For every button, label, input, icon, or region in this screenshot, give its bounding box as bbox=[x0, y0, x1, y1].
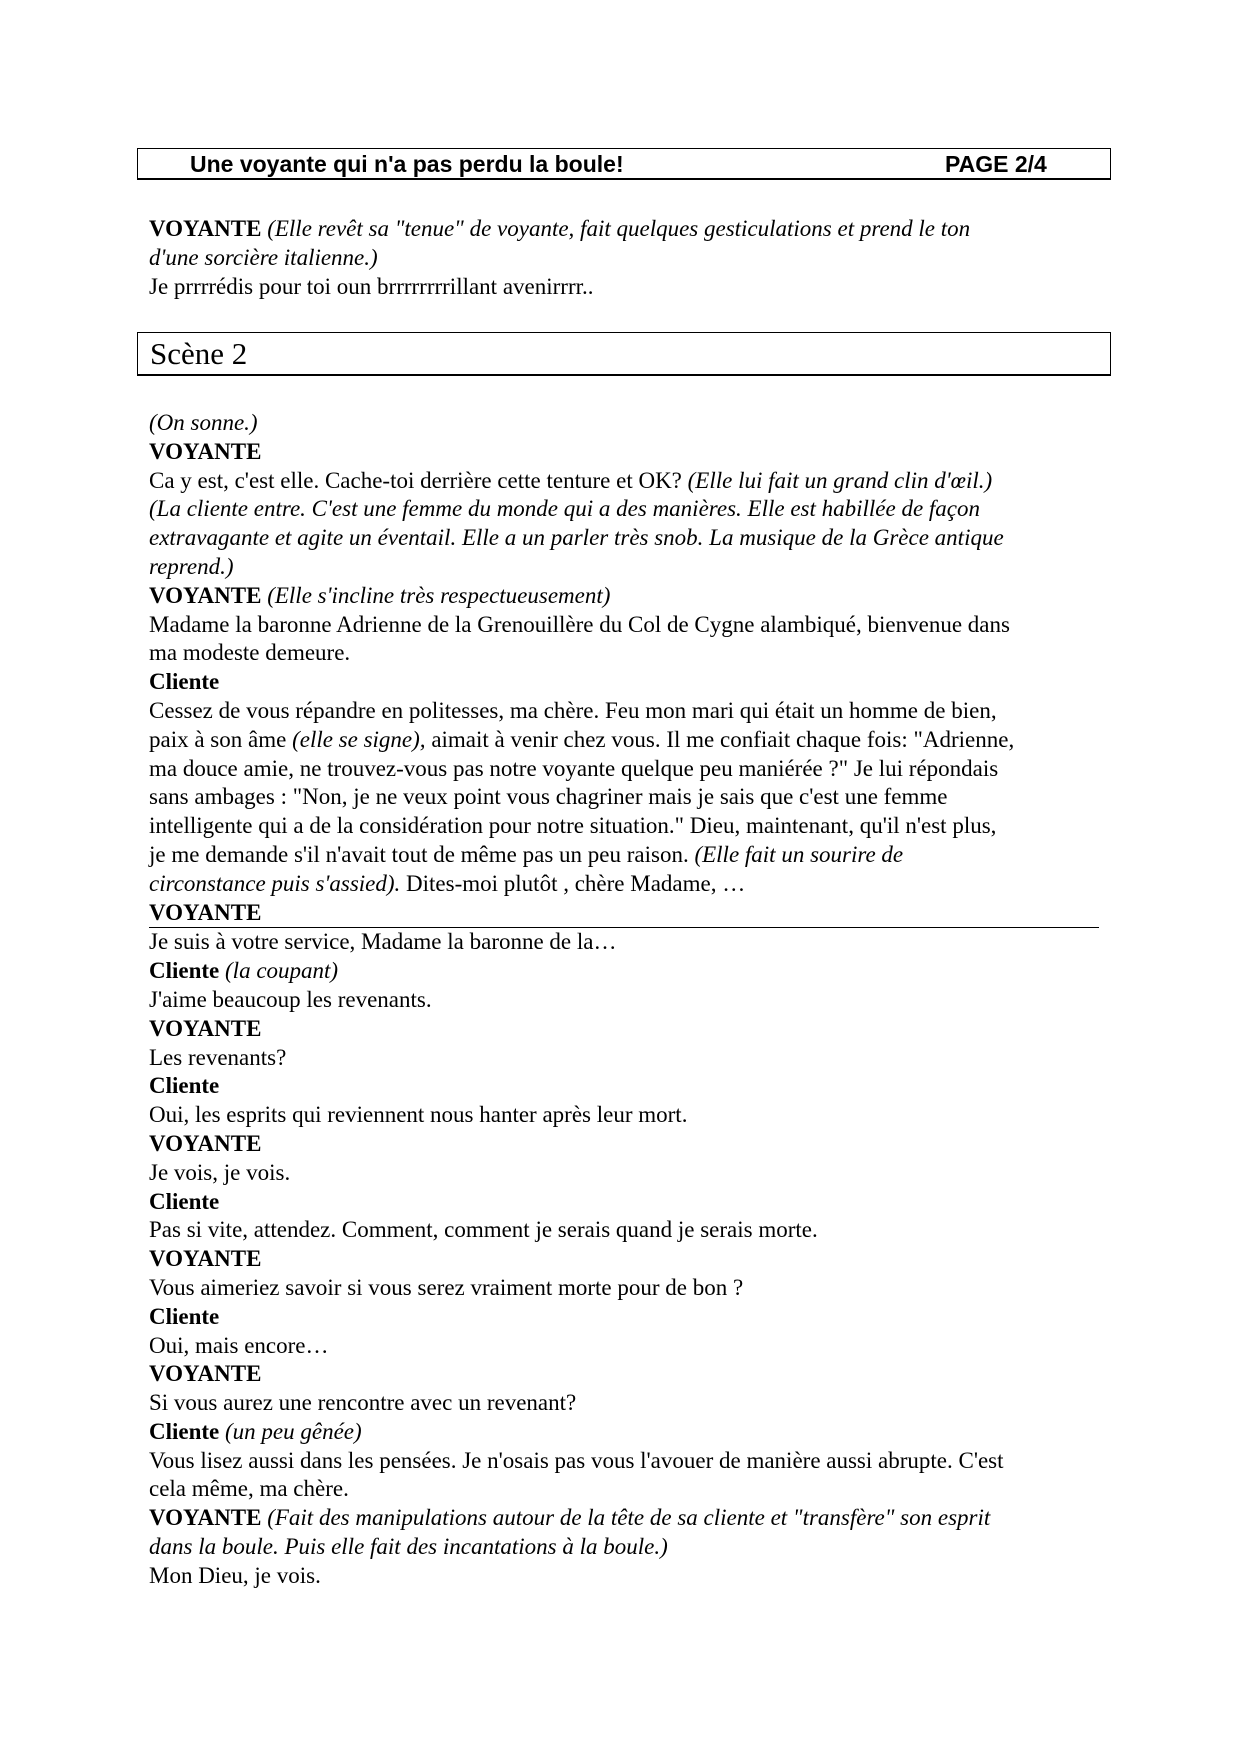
speech-line: Je suis à votre service, Madame la baronne de la… bbox=[149, 929, 617, 955]
speaker-name: VOYANTE bbox=[149, 899, 1099, 929]
speech-line: Je prrrrédis pour toi oun brrrrrrrrillant avenirrrr.. bbox=[149, 273, 594, 299]
intro-block bbox=[149, 215, 1099, 301]
scene-heading bbox=[137, 332, 1111, 376]
speech-line: J'aime beaucoup les revenants. bbox=[149, 986, 432, 1012]
speaker-line: Cliente (un peu gênée) bbox=[149, 1418, 362, 1444]
speech-paragraph: Cessez de vous répandre en politesses, ma chère. Feu mon mari qui était un homme de bien, paix à son âme (elle se signe), aimait à venir chez vous. Il me confiait chaque fois: "Adrienne, ma douce amie, ne trouvez-vous pas notre voyante quelque peu maniérée ?" Je lui répondais sans ambages : "Non, je ne veux point vous chagriner mais je sais que c'est une femme intelligente qui a de la considération pour notre situation." Dieu, maintenant, qu'il n'est plus, je me demande s'il n'avait tout de même pas un peu raison. (Elle fait un sourire de circonstance puis s'assied). Dites-moi plutôt , chère Madame, … bbox=[149, 697, 1015, 896]
speaker-name: VOYANTE bbox=[149, 1015, 262, 1041]
dialogue-block bbox=[149, 409, 1099, 1591]
speaker-name: VOYANTE bbox=[149, 216, 262, 241]
scene-title: Scène 2 bbox=[150, 336, 248, 371]
speaker-line: VOYANTE (Fait des manipulations autour de la tête de sa cliente et "transfère" son esprit bbox=[149, 1505, 991, 1531]
speech-line: Je vois, je vois. bbox=[149, 1159, 291, 1185]
page-number: PAGE 2/4 bbox=[945, 151, 1047, 177]
speech-line: Oui, les esprits qui reviennent nous hanter après leur mort. bbox=[149, 1102, 688, 1128]
stage-direction-cont: d'une sorcière italienne.) bbox=[149, 244, 378, 270]
speech-paragraph: Madame la baronne Adrienne de la Grenouillère du Col de Cygne alambiqué, bienvenue dans ma modeste demeure. bbox=[149, 611, 1010, 666]
speaker-name: VOYANTE bbox=[149, 1246, 262, 1272]
speaker-name: Cliente bbox=[149, 1303, 220, 1329]
speaker-name: VOYANTE bbox=[149, 438, 262, 464]
speaker-name: VOYANTE bbox=[149, 1361, 262, 1387]
stage-direction: (On sonne.) bbox=[149, 410, 258, 435]
speaker-line: VOYANTE (Elle s'incline très respectueusement) bbox=[149, 582, 611, 608]
speaker-name: VOYANTE bbox=[149, 1130, 262, 1156]
speech-line: Ca y est, c'est elle. Cache-toi derrière cette tenture et OK? (Elle lui fait un grand clin d'œil.) bbox=[149, 467, 993, 493]
stage-direction: (La cliente entre. C'est une femme du monde qui a des manières. Elle est habillée de façon extravagante et agite un éventail. Elle a un parler très snob. La musique de la Grèce antique reprend.) bbox=[149, 496, 1004, 579]
speech-line: Les revenants? bbox=[149, 1044, 287, 1070]
page-header bbox=[137, 148, 1111, 180]
stage-direction: VOYANTE (Elle revêt sa "tenue" de voyante, fait quelques gesticulations et prend le ton bbox=[149, 216, 971, 241]
speech-paragraph: Vous lisez aussi dans les pensées. Je n'osais pas vous l'avouer de manière aussi abrupte. C'est cela même, ma chère. bbox=[149, 1447, 1004, 1502]
speech-line: Mon Dieu, je vois. bbox=[149, 1562, 321, 1588]
speaker-name: Cliente bbox=[149, 669, 220, 695]
play-title: Une voyante qui n'a pas perdu la boule! bbox=[190, 151, 624, 177]
speaker-name: Cliente bbox=[149, 1073, 220, 1099]
speech-line: Oui, mais encore… bbox=[149, 1332, 329, 1358]
speech-line: Si vous aurez une rencontre avec un revenant? bbox=[149, 1390, 577, 1416]
speaker-line: Cliente (la coupant) bbox=[149, 958, 339, 984]
stage-direction-cont: dans la boule. Puis elle fait des incantations à la boule.) bbox=[149, 1534, 668, 1560]
speech-line: Vous aimeriez savoir si vous serez vraiment morte pour de bon ? bbox=[149, 1274, 744, 1300]
speaker-name: Cliente bbox=[149, 1188, 220, 1214]
speech-line: Pas si vite, attendez. Comment, comment je serais quand je serais morte. bbox=[149, 1217, 818, 1243]
